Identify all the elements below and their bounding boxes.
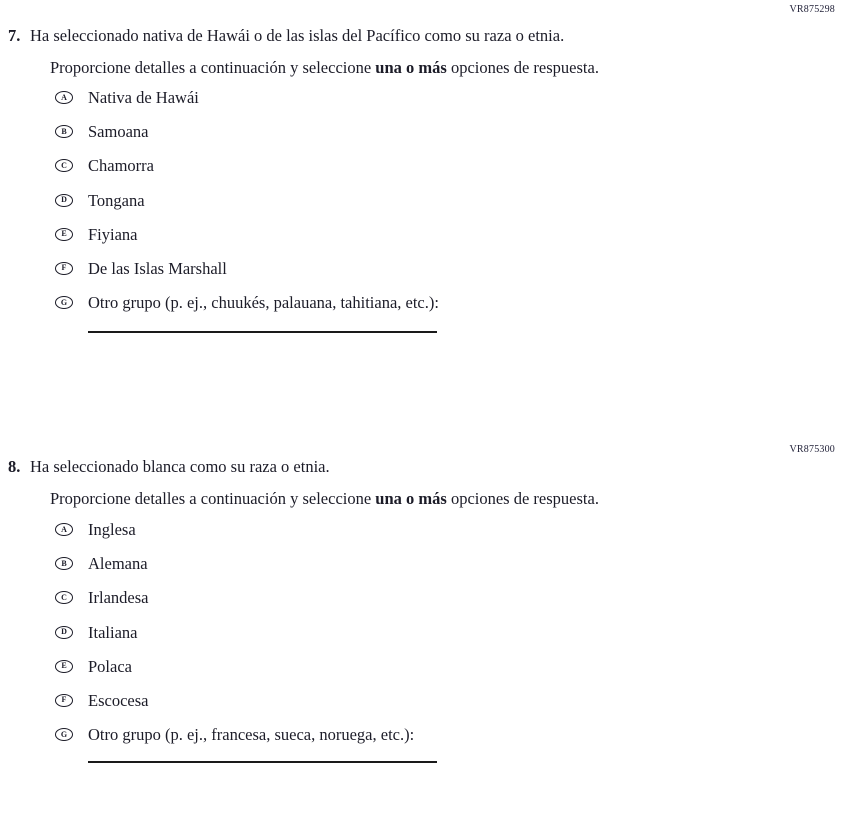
answer-bubble-c[interactable]: C: [55, 159, 73, 172]
options-list: [0, 521, 842, 760]
option-row-d: [0, 624, 842, 641]
instruction-text: opciones de respuesta.: [446, 58, 599, 77]
option-row-c: [0, 589, 842, 606]
answer-bubble-a[interactable]: A: [55, 523, 73, 536]
question-header: [8, 26, 564, 45]
option-label-c: Irlandesa: [88, 588, 149, 608]
answer-bubble-b[interactable]: B: [55, 125, 73, 138]
form-code: VR875300: [789, 444, 835, 455]
write-in-line[interactable]: [88, 761, 437, 763]
instruction-bold-text: una o más: [375, 58, 447, 77]
option-row-e: [0, 658, 842, 675]
option-label-a: Nativa de Hawái: [88, 88, 199, 107]
option-row-b: [0, 123, 842, 140]
option-row-a: [0, 89, 842, 106]
option-label-d: Tongana: [88, 190, 145, 210]
option-label-c: Chamorra: [88, 156, 154, 176]
question-prompt: Ha seleccionado blanca como su raza o etnia.: [30, 457, 330, 476]
instruction-text: Proporcione detalles a continuación y seleccione: [50, 58, 376, 77]
option-label-e: Polaca: [88, 656, 132, 676]
answer-bubble-b[interactable]: B: [55, 557, 73, 570]
instruction-text: opciones de respuesta.: [446, 489, 599, 508]
answer-bubble-d[interactable]: D: [55, 626, 73, 639]
answer-bubble-f[interactable]: F: [55, 262, 73, 275]
option-label-g: Otro grupo (p. ej., chuukés, palauana, tahitiana, etc.):: [88, 293, 439, 313]
option-label-f: Escocesa: [88, 690, 149, 710]
question-number: 8.: [8, 457, 21, 476]
option-label-f: De las Islas Marshall: [88, 258, 227, 278]
answer-bubble-e[interactable]: E: [55, 660, 73, 673]
question-instruction: [50, 489, 599, 508]
option-row-e: [0, 226, 842, 243]
instruction-bold-text: una o más: [375, 489, 447, 508]
option-label-g: Otro grupo (p. ej., francesa, sueca, noruega, etc.):: [88, 725, 415, 745]
option-row-b: [0, 555, 842, 572]
option-row-d: [0, 192, 842, 209]
question-instruction: [50, 58, 599, 77]
answer-bubble-g[interactable]: G: [55, 728, 73, 741]
option-row-g: [0, 726, 842, 743]
option-label-b: Samoana: [88, 122, 149, 142]
answer-bubble-f[interactable]: F: [55, 694, 73, 707]
option-label-b: Alemana: [88, 554, 148, 574]
option-row-g: [0, 294, 842, 311]
option-row-f: [0, 260, 842, 277]
option-label-e: Fiyiana: [88, 224, 138, 244]
option-label-d: Italiana: [88, 622, 138, 642]
write-in-line[interactable]: [88, 331, 437, 333]
option-label-a: Inglesa: [88, 520, 136, 539]
question-header: [8, 457, 330, 476]
question-prompt: Ha seleccionado nativa de Hawái o de las islas del Pacífico como su raza o etnia.: [30, 26, 565, 45]
question-8: [0, 436, 842, 821]
answer-bubble-e[interactable]: E: [55, 228, 73, 241]
question-number: 7.: [8, 26, 21, 45]
options-list: [0, 89, 842, 328]
answer-bubble-c[interactable]: C: [55, 591, 73, 604]
option-row-f: [0, 692, 842, 709]
answer-bubble-a[interactable]: A: [55, 91, 73, 104]
option-row-c: [0, 157, 842, 174]
answer-bubble-d[interactable]: D: [55, 194, 73, 207]
answer-bubble-g[interactable]: G: [55, 296, 73, 309]
form-code: VR875298: [789, 4, 835, 15]
instruction-text: Proporcione detalles a continuación y seleccione: [50, 489, 376, 508]
option-row-a: [0, 521, 842, 538]
